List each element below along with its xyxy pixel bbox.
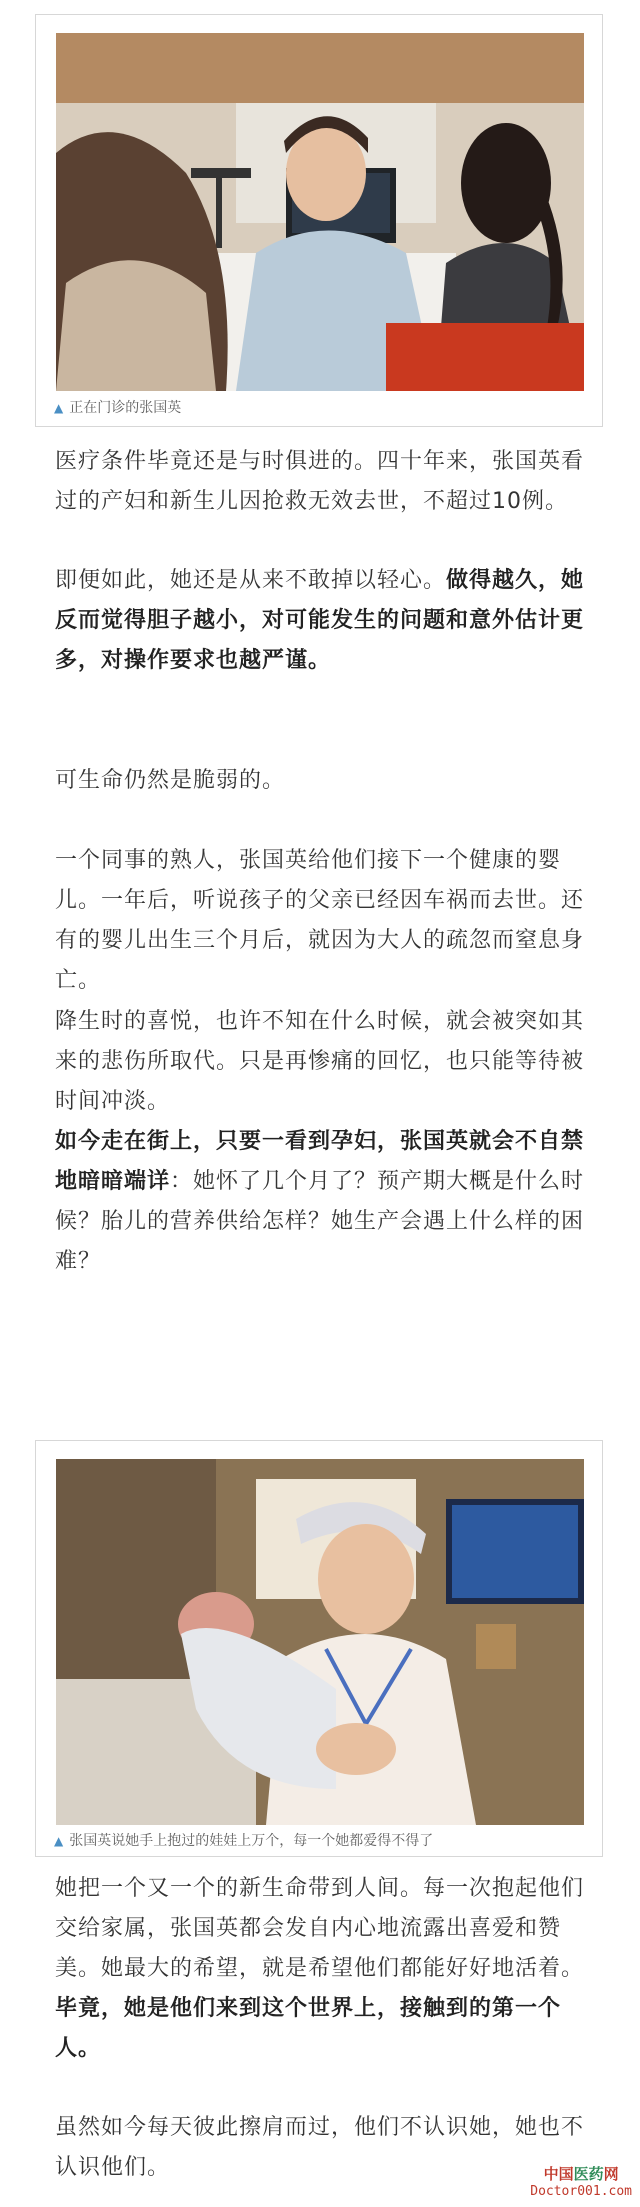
figure-newborn xyxy=(35,1440,603,1857)
paragraph-bold-text: 毕竟，她是他们来到这个世界上，接触到的第一个人。 xyxy=(55,1996,562,2061)
caption-text: 张国英说她手上抱过的娃娃上万个，每一个她都爱得不得了 xyxy=(69,1833,434,1849)
watermark-cn: 中国医药网 xyxy=(543,2165,619,2183)
figure-clinic xyxy=(35,14,603,427)
paragraph: 医疗条件毕竟还是与时俱进的。四十年来，张国英看过的产妇和新生儿因抢救无效去世，不超过10例。 xyxy=(55,449,585,514)
paragraph-text: 她把一个又一个的新生命带到人间。每一次抱起他们交给家属，张国英都会发自内心地流露出喜爱和赞美。她最大的希望，就是希望他们都能好好地活着。 xyxy=(55,1876,585,1981)
paragraph: 虽然如今每天彼此擦肩而过，他们不认识她，她也不认识他们。 xyxy=(55,2115,585,2180)
watermark-en: Doctor001.com xyxy=(530,2184,632,2199)
site-watermark xyxy=(530,2163,632,2199)
paragraph xyxy=(55,1869,595,2069)
caption-text: 正在门诊的张国英 xyxy=(69,400,182,416)
paragraph xyxy=(55,561,595,681)
figure-caption xyxy=(54,1830,433,1850)
paragraph: 降生时的喜悦，也许不知在什么时候，就会被突如其来的悲伤所取代。只是再惨痛的回忆，也只能等待被时间冲淡。 xyxy=(55,1009,585,1114)
clinic-photo xyxy=(56,33,584,391)
newborn-photo xyxy=(56,1459,584,1825)
caption-triangle-icon: ▲ xyxy=(54,1834,64,1848)
paragraph-text: ：她怀了几个月了？预产期大概是什么时候？胎儿的营养供给怎样？她生产会遇上什么样的困难？ xyxy=(55,1169,585,1274)
paragraph: 一个同事的熟人，张国英给他们接下一个健康的婴儿。一年后，听说孩子的父亲已经因车祸而去世。还有的婴儿出生三个月后，就因为大人的疏忽而窒息身亡。 xyxy=(55,848,585,993)
paragraph: 可生命仍然是脆弱的。 xyxy=(55,768,286,793)
caption-triangle-icon: ▲ xyxy=(54,401,64,415)
paragraph-text: 即便如此，她还是从来不敢掉以轻心。 xyxy=(55,568,447,593)
paragraph-bold-text: 做得越久，她反而觉得胆子越小，对可能发生的问题和意外估计更多，对操作要求也越严谨。 xyxy=(55,568,585,673)
paragraph xyxy=(55,1122,595,1282)
paragraph-bold-text: 如今走在街上，只要一看到孕妇，张国英就会不自禁地暗暗端详 xyxy=(55,1129,585,1194)
figure-caption xyxy=(54,397,181,417)
